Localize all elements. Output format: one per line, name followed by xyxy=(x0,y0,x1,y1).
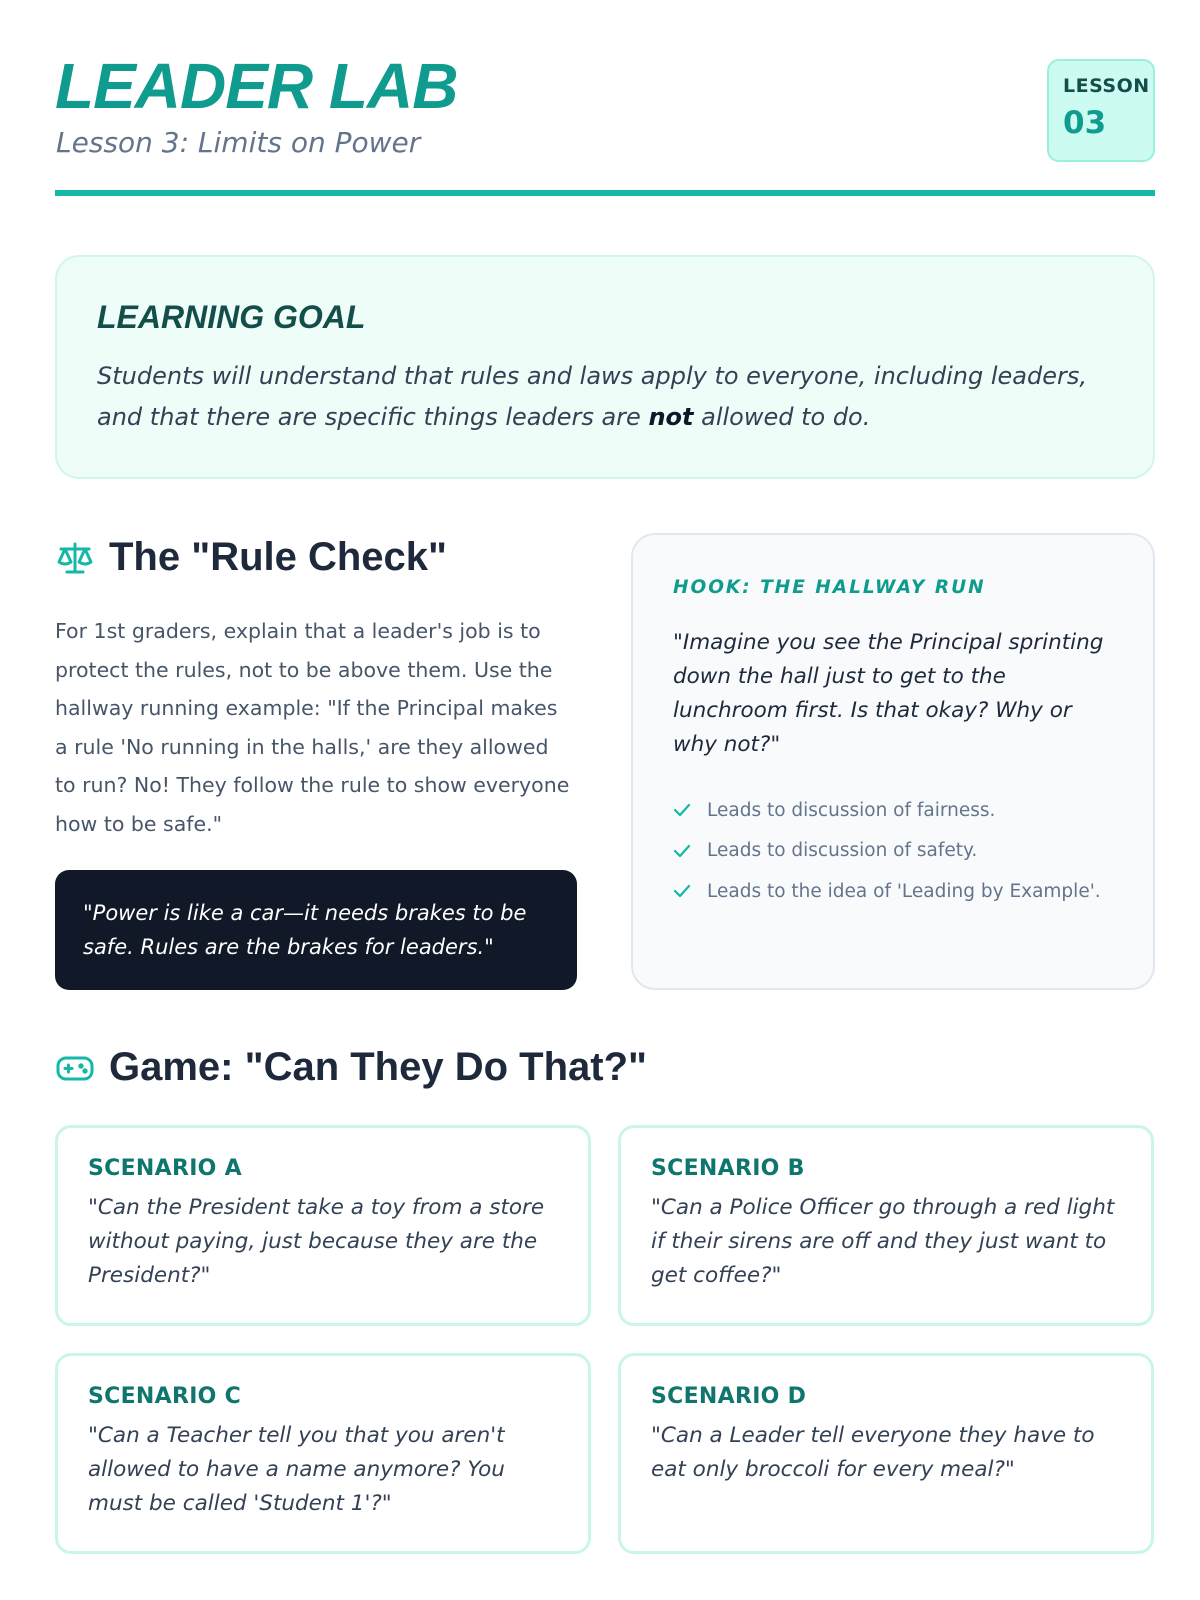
learning-goal-emphasis: not xyxy=(648,403,694,431)
hook-point-text: Leads to discussion of safety. xyxy=(707,840,978,862)
scenario-title: SCENARIO C xyxy=(88,1384,242,1409)
hook-card xyxy=(631,533,1155,990)
scenario-card-c xyxy=(55,1353,591,1554)
scenario-text: "Can a Police Officer go through a red light if their sirens are off and they just want to get coffee?" xyxy=(651,1195,1115,1288)
hook-quote: "Imagine you see the Principal sprinting down the hall just to get to the lunchroom first. Is that okay? Why or why not?" xyxy=(673,630,1104,757)
scenario-title: SCENARIO A xyxy=(88,1156,242,1181)
rule-check-body: For 1st graders, explain that a leader's job is to protect the rules, not to be above them. Use the hallway running example: "If the Principal makes a rule 'No running in the halls,' are they allowed to run? No! They follow the rule to show everyone how to be safe." xyxy=(55,619,570,836)
rule-check-heading xyxy=(55,535,447,580)
scenario-text: "Can a Leader tell everyone they have to eat only broccoli for every meal?" xyxy=(651,1423,1095,1482)
rule-check-title: The "Rule Check" xyxy=(109,535,448,579)
scenario-text: "Can the President take a toy from a store without paying, just because they are the President?" xyxy=(88,1195,545,1288)
learning-goal-text-end: allowed to do. xyxy=(693,403,871,431)
learning-goal-text xyxy=(97,356,1113,438)
lesson-badge-label: LESSON xyxy=(1063,75,1150,97)
learning-goal-title: LEARNING GOAL xyxy=(97,299,366,335)
hook-point xyxy=(673,831,1113,872)
game-heading xyxy=(55,1045,647,1090)
scenario-title: SCENARIO D xyxy=(651,1384,807,1409)
hook-point-text: Leads to discussion of fairness. xyxy=(707,799,996,821)
lesson-badge-number: 03 xyxy=(1063,105,1107,141)
game-title: Game: "Can They Do That?" xyxy=(109,1045,647,1089)
learning-goal-card xyxy=(55,255,1155,479)
scenario-title: SCENARIO B xyxy=(651,1156,805,1181)
scenario-card-a xyxy=(55,1125,591,1326)
hook-point-text: Leads to the idea of 'Leading by Example'. xyxy=(707,880,1101,902)
check-icon xyxy=(673,844,695,858)
gamepad-icon xyxy=(55,1048,95,1088)
check-icon xyxy=(673,803,695,817)
lesson-badge xyxy=(1047,59,1155,162)
scenario-card-d xyxy=(618,1353,1154,1554)
scenario-card-b xyxy=(618,1125,1154,1326)
scenario-text: "Can a Teacher tell you that you aren't allowed to have a name anymore? You must be called 'Student 1'?" xyxy=(88,1423,505,1516)
header xyxy=(55,52,1155,202)
hook-point xyxy=(673,790,1113,831)
check-icon xyxy=(673,884,695,898)
page-title: LEADER LAB xyxy=(55,50,458,122)
power-quote: "Power is like a car—it needs brakes to be safe. Rules are the brakes for leaders." xyxy=(55,870,577,990)
page-subtitle: Lesson 3: Limits on Power xyxy=(56,126,421,159)
header-divider xyxy=(55,190,1155,196)
hook-points xyxy=(673,790,1113,912)
lesson-page xyxy=(55,0,1155,1600)
hook-point xyxy=(673,871,1113,912)
hook-title: HOOK: THE HALLWAY RUN xyxy=(673,577,986,598)
scale-icon xyxy=(55,538,95,578)
learning-goal-text-start: Students will understand that rules and laws apply to everyone, including leaders, and that there are specific things leaders are xyxy=(97,362,1087,431)
